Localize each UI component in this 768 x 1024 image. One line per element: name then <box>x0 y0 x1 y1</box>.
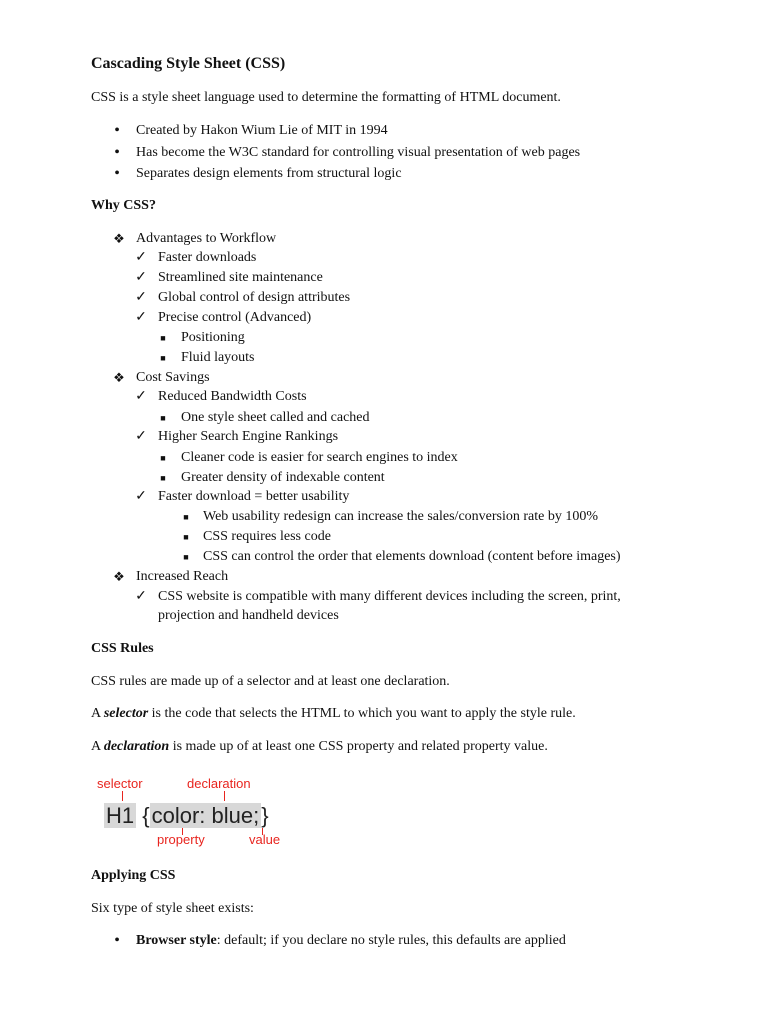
page-title: Cascading Style Sheet (CSS) <box>91 55 286 72</box>
bullet-icon: • <box>114 122 120 139</box>
article-text: A <box>91 706 101 721</box>
list-item: Global control of design attributes <box>158 290 351 305</box>
diamond-bullet-icon: ❖ <box>113 569 125 584</box>
square-bullet-icon: ■ <box>183 552 189 562</box>
declaration-definition <box>91 738 548 756</box>
value-label: value <box>249 832 281 847</box>
applying-css-heading: Applying CSS <box>91 868 176 883</box>
square-bullet-icon: ■ <box>160 453 166 463</box>
list-item: Positioning <box>181 330 245 345</box>
square-bullet-icon: ■ <box>183 532 189 542</box>
bullet-icon: • <box>114 144 120 161</box>
selector-code: H1 <box>106 803 135 828</box>
intro-bullet: Has become the W3C standard for controlling visual presentation of web pages <box>136 145 581 160</box>
bullet-icon: • <box>114 165 120 182</box>
browser-style-description: : default; if you declare no style rules, this defaults are applied <box>216 933 566 948</box>
checkmark-icon: ✓ <box>135 270 147 285</box>
square-bullet-icon: ■ <box>160 473 166 483</box>
diamond-bullet-icon: ❖ <box>113 370 125 385</box>
diamond-bullet-icon: ❖ <box>113 231 125 246</box>
list-item: Greater density of indexable content <box>181 470 385 485</box>
open-brace: { <box>142 803 150 828</box>
checkmark-icon: ✓ <box>135 589 147 604</box>
intro-bullet: Separates design elements from structural logic <box>136 166 402 181</box>
square-bullet-icon: ■ <box>183 512 189 522</box>
intro-bullet: Created by Hakon Wium Lie of MIT in 1994 <box>136 123 388 138</box>
list-item: Web usability redesign can increase the sales/conversion rate by 100% <box>203 509 599 524</box>
browser-style-term: Browser style <box>136 933 217 948</box>
declaration-label: declaration <box>187 776 251 791</box>
list-item: CSS website is compatible with many different devices including the screen, print, <box>158 589 621 604</box>
list-item: Reduced Bandwidth Costs <box>158 389 307 404</box>
list-item: CSS can control the order that elements download (content before images) <box>203 549 621 564</box>
bullet-icon: • <box>114 932 120 949</box>
list-item: Fluid layouts <box>181 350 255 365</box>
declaration-term: declaration <box>103 739 170 754</box>
list-item: One style sheet called and cached <box>181 410 370 425</box>
checkmark-icon: ✓ <box>135 290 147 305</box>
list-item: Faster downloads <box>158 250 257 265</box>
why-css-heading: Why CSS? <box>91 198 156 213</box>
square-bullet-icon: ■ <box>160 353 166 363</box>
definition-text: is made up of at least one CSS property and related property value. <box>172 739 548 754</box>
square-bullet-icon: ■ <box>160 333 166 343</box>
checkmark-icon: ✓ <box>135 310 147 325</box>
css-rules-heading: CSS Rules <box>91 641 154 656</box>
checkmark-icon: ✓ <box>135 429 147 444</box>
square-bullet-icon: ■ <box>160 413 166 423</box>
list-item: Faster download = better usability <box>158 489 350 504</box>
list-item: Advantages to Workflow <box>136 231 277 246</box>
applying-intro-paragraph: Six type of style sheet exists: <box>91 901 254 916</box>
selector-label: selector <box>97 776 143 791</box>
checkmark-icon: ✓ <box>135 489 147 504</box>
list-item: Cost Savings <box>136 370 210 385</box>
list-item: Cleaner code is easier for search engines to index <box>181 450 458 465</box>
list-item-continuation: projection and handheld devices <box>158 608 339 623</box>
list-item: Increased Reach <box>136 569 229 584</box>
intro-paragraph: CSS is a style sheet language used to determine the formatting of HTML document. <box>91 90 561 105</box>
close-brace: } <box>261 803 269 828</box>
css-rule-code <box>104 803 269 829</box>
selector-term: selector <box>103 706 149 721</box>
rules-intro-paragraph: CSS rules are made up of a selector and at least one declaration. <box>91 674 450 689</box>
declaration-connector <box>224 791 225 801</box>
list-item: Precise control (Advanced) <box>158 310 312 325</box>
declaration-code: color: blue; <box>151 803 260 828</box>
selector-definition <box>91 705 576 723</box>
article-text: A <box>91 739 101 754</box>
selector-connector <box>122 791 123 801</box>
checkmark-icon: ✓ <box>135 389 147 404</box>
list-item: CSS requires less code <box>203 529 331 544</box>
css-rule-diagram <box>92 774 292 850</box>
list-item: Streamlined site maintenance <box>158 270 323 285</box>
list-item: Higher Search Engine Rankings <box>158 429 339 444</box>
checkmark-icon: ✓ <box>135 250 147 265</box>
property-label: property <box>157 832 205 847</box>
definition-text: is the code that selects the HTML to which you want to apply the style rule. <box>151 706 576 721</box>
applying-bullet <box>136 932 566 950</box>
